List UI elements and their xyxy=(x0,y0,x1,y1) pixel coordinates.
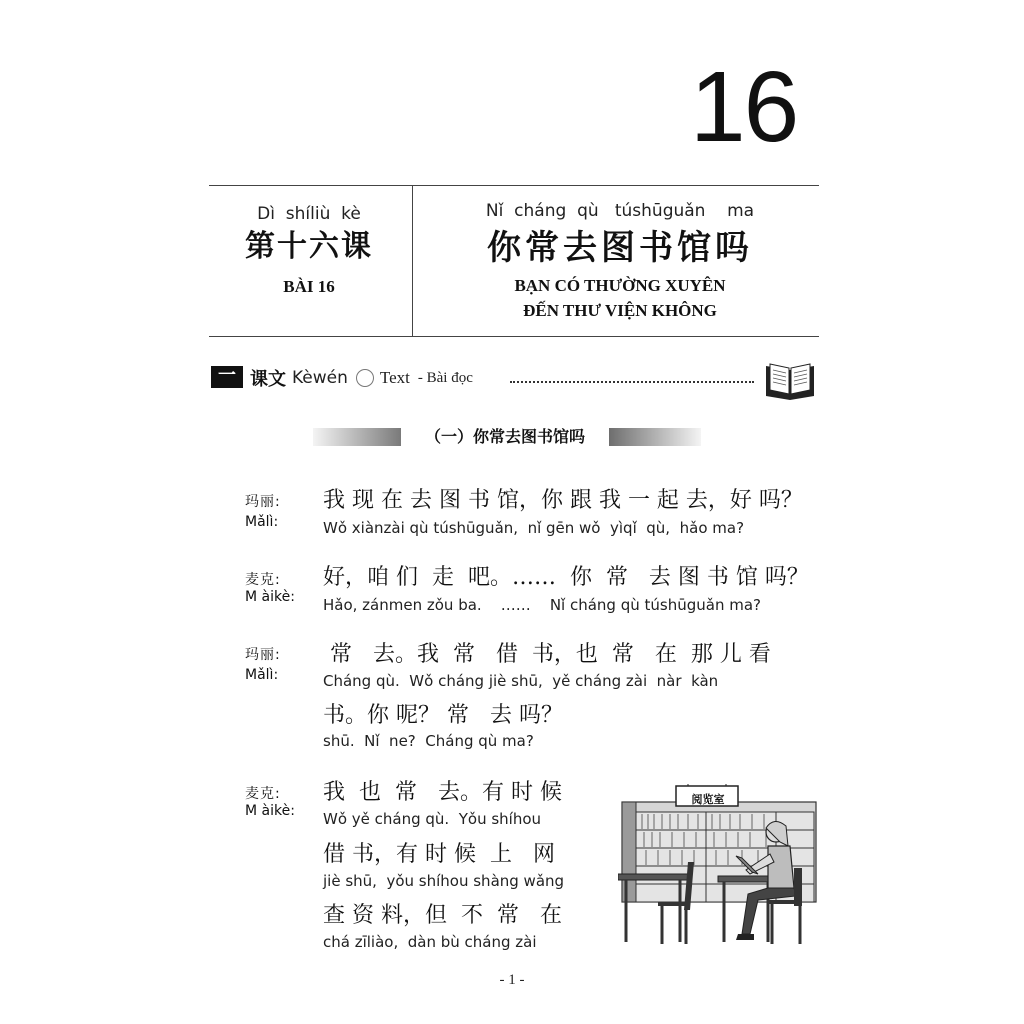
header-divider xyxy=(412,185,413,337)
section-label-vn: - Bài đọc xyxy=(417,369,473,386)
lesson-title-vn: BÀI 16 xyxy=(283,277,335,296)
reading-room-illustration xyxy=(618,784,818,946)
dialogue-line-pinyin: Wǒ yě cháng qù. Yǒu shíhou xyxy=(323,810,542,828)
page-number: - 1 - xyxy=(499,972,525,988)
subsection-title: （一）你常去图书馆吗 xyxy=(424,427,585,446)
lesson-pinyin: Dì shíliù kè xyxy=(257,204,361,224)
open-book-icon xyxy=(762,358,818,402)
header-top-rule xyxy=(209,185,819,186)
title-vn-line2: ĐẾN THƯ VIỆN KHÔNG xyxy=(523,301,717,320)
speaker-name-cn: 麦克: xyxy=(245,786,281,802)
dialogue-line-pinyin: Cháng qù. Wǒ cháng jiè shū, yě cháng zài nàr kàn xyxy=(323,672,719,690)
speaker-name-pinyin: Mǎlì: xyxy=(245,514,279,530)
dialogue-line-pinyin: Wǒ xiànzài qù túshūguǎn, nǐ gēn wǒ yìqǐ qù, hǎo ma? xyxy=(323,519,745,537)
title-pinyin: Nǐ cháng qù túshūguǎn ma xyxy=(485,201,755,221)
section-heading xyxy=(250,364,473,392)
dialogue-line-cn: 书。你 呢？ 常 去 吗？ xyxy=(323,703,563,728)
title-vn-line1: BẠN CÓ THƯỜNG XUYÊN xyxy=(514,276,726,295)
speaker-name-pinyin: Mǎlì: xyxy=(245,667,279,683)
speaker-name-cn: 玛丽: xyxy=(245,494,281,510)
section-dotted-leader xyxy=(510,379,754,383)
dialogue-line-pinyin: Hǎo, zánmen zǒu ba. …… Nǐ cháng qù túshūguǎn ma? xyxy=(323,596,761,614)
lesson-title-cn: 第十六课 xyxy=(245,229,373,264)
section-label-pinyin: Kèwén xyxy=(292,368,348,388)
lesson-number: 16 xyxy=(690,51,798,163)
subtitle-bar-left xyxy=(313,428,401,446)
title-cn: 你常去图书馆吗 xyxy=(487,228,753,268)
dialogue-line-pinyin: jiè shū, yǒu shíhou shàng wǎng xyxy=(323,872,565,890)
subtitle-bar-right xyxy=(609,428,701,446)
dialogue-line-cn: 好，咱 们 走 吧。…… 你 常 去 图 书 馆 吗？ xyxy=(323,565,809,590)
header-bottom-rule xyxy=(209,336,819,337)
dialogue-line-cn: 查 资 料，但 不 常 在 xyxy=(323,903,562,928)
dialogue-line-pinyin: chá zīliào, dàn bù cháng zài xyxy=(323,933,537,951)
dialogue-line-cn: 我 也 常 去。有 时 候 xyxy=(323,780,562,805)
circle-icon xyxy=(356,369,374,387)
dialogue-line-pinyin: shū. Nǐ ne? Cháng qù ma? xyxy=(323,732,534,750)
section-label-en: Text xyxy=(379,368,410,387)
speaker-name-cn: 玛丽: xyxy=(245,647,281,663)
speaker-name-cn: 麦克: xyxy=(245,572,281,588)
dialogue-line-cn: 我 现 在 去 图 书 馆，你 跟 我 一 起 去，好 吗？ xyxy=(323,488,803,513)
speaker-name-pinyin: M àikè: xyxy=(245,803,295,819)
section-label-cn: 课文 xyxy=(250,369,286,390)
section-badge: 一 xyxy=(211,366,243,388)
speaker-name-pinyin: M àikè: xyxy=(245,589,295,605)
dialogue-line-cn: 常 去。我 常 借 书，也 常 在 那 儿 看 xyxy=(323,642,771,667)
dialogue-line-cn: 借 书，有 时 候 上 网 xyxy=(323,842,555,867)
reading-room-sign: 阅览室 xyxy=(691,793,725,806)
